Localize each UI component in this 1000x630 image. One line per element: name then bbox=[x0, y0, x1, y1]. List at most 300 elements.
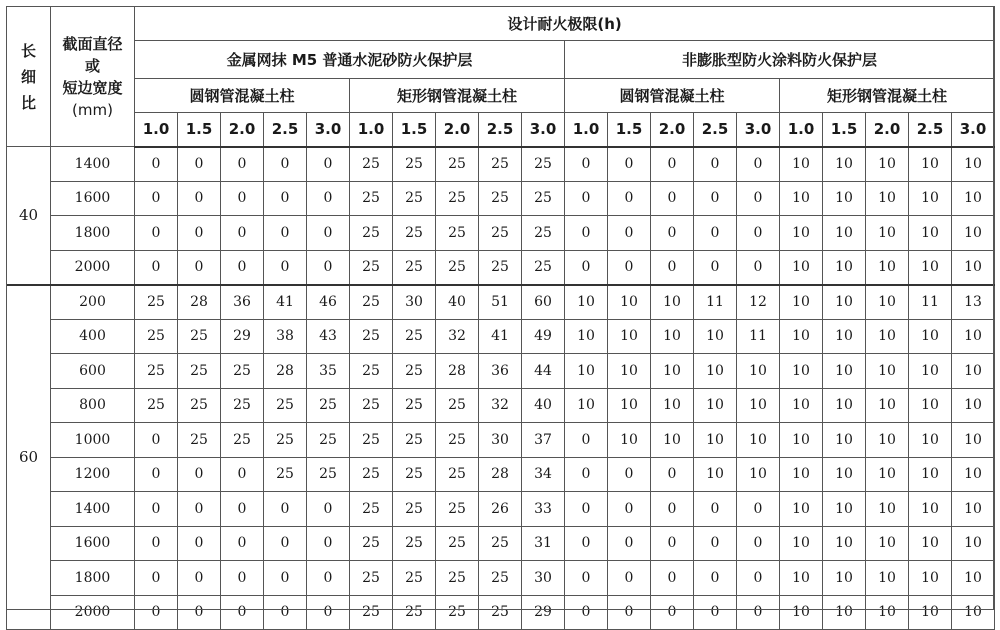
thickness-cell: 10 bbox=[823, 285, 866, 320]
thickness-cell: 0 bbox=[264, 181, 307, 216]
thickness-cell: 10 bbox=[780, 526, 823, 561]
thickness-cell: 0 bbox=[737, 250, 780, 285]
thickness-cell: 10 bbox=[694, 354, 737, 389]
thickness-cell: 0 bbox=[135, 147, 178, 182]
thickness-cell: 10 bbox=[780, 181, 823, 216]
thickness-cell: 0 bbox=[608, 250, 651, 285]
slenderness-header bbox=[7, 7, 51, 147]
size-header-line1: 截面直径 bbox=[62, 34, 123, 53]
thickness-cell: 0 bbox=[651, 147, 694, 182]
thickness-cell: 0 bbox=[221, 181, 264, 216]
thickness-cell: 10 bbox=[952, 354, 995, 389]
thickness-cell: 0 bbox=[651, 181, 694, 216]
thickness-cell: 25 bbox=[350, 423, 393, 458]
thickness-cell: 25 bbox=[393, 561, 436, 596]
thickness-cell: 10 bbox=[823, 423, 866, 458]
thickness-cell: 25 bbox=[393, 216, 436, 251]
thickness-cell: 0 bbox=[178, 181, 221, 216]
hour-header: 1.0 bbox=[135, 113, 178, 147]
thickness-cell: 0 bbox=[608, 526, 651, 561]
thickness-cell: 10 bbox=[909, 181, 952, 216]
thickness-cell: 0 bbox=[307, 250, 350, 285]
thickness-cell: 0 bbox=[694, 147, 737, 182]
thickness-cell: 0 bbox=[178, 250, 221, 285]
thickness-cell: 32 bbox=[479, 388, 522, 423]
thickness-cell: 0 bbox=[737, 147, 780, 182]
hour-header: 3.0 bbox=[737, 113, 780, 147]
thickness-cell: 33 bbox=[522, 492, 565, 527]
thickness-cell: 10 bbox=[737, 354, 780, 389]
thickness-cell: 25 bbox=[264, 457, 307, 492]
thickness-cell: 0 bbox=[221, 457, 264, 492]
thickness-cell: 10 bbox=[952, 216, 995, 251]
size-value: 2000 bbox=[51, 595, 135, 630]
thickness-cell: 25 bbox=[350, 457, 393, 492]
thickness-cell: 10 bbox=[780, 388, 823, 423]
thickness-cell: 11 bbox=[909, 285, 952, 320]
thickness-cell: 0 bbox=[565, 561, 608, 596]
thickness-cell: 25 bbox=[307, 388, 350, 423]
thickness-cell: 25 bbox=[393, 457, 436, 492]
size-value: 1600 bbox=[51, 181, 135, 216]
thickness-cell: 0 bbox=[737, 526, 780, 561]
thickness-cell: 0 bbox=[651, 250, 694, 285]
thickness-cell: 25 bbox=[436, 147, 479, 182]
table-row bbox=[7, 492, 995, 527]
size-value: 1000 bbox=[51, 423, 135, 458]
table-row bbox=[7, 354, 995, 389]
thickness-cell: 0 bbox=[694, 595, 737, 630]
thickness-cell: 0 bbox=[694, 250, 737, 285]
thickness-cell: 25 bbox=[178, 354, 221, 389]
fire-limit-header: 设计耐火极限(h) bbox=[135, 7, 995, 41]
thickness-cell: 0 bbox=[135, 492, 178, 527]
table-row bbox=[7, 423, 995, 458]
hour-header: 1.5 bbox=[178, 113, 221, 147]
thickness-cell: 0 bbox=[565, 216, 608, 251]
thickness-cell: 0 bbox=[221, 250, 264, 285]
thickness-cell: 10 bbox=[909, 354, 952, 389]
thickness-cell: 0 bbox=[651, 526, 694, 561]
thickness-cell: 0 bbox=[565, 250, 608, 285]
thickness-cell: 10 bbox=[780, 354, 823, 389]
thickness-cell: 25 bbox=[436, 526, 479, 561]
thickness-cell: 0 bbox=[264, 492, 307, 527]
thickness-cell: 10 bbox=[909, 457, 952, 492]
thickness-cell: 0 bbox=[264, 526, 307, 561]
thickness-cell: 10 bbox=[823, 457, 866, 492]
thickness-cell: 0 bbox=[264, 561, 307, 596]
thickness-cell: 10 bbox=[694, 388, 737, 423]
thickness-cell: 10 bbox=[694, 423, 737, 458]
thickness-cell: 10 bbox=[823, 561, 866, 596]
thickness-cell: 0 bbox=[178, 147, 221, 182]
thickness-cell: 44 bbox=[522, 354, 565, 389]
thickness-cell: 10 bbox=[823, 354, 866, 389]
thickness-cell: 38 bbox=[264, 319, 307, 354]
slenderness-header-text: 长细比 bbox=[21, 41, 37, 112]
thickness-cell: 0 bbox=[264, 595, 307, 630]
thickness-cell: 0 bbox=[221, 526, 264, 561]
thickness-cell: 37 bbox=[522, 423, 565, 458]
thickness-cell: 25 bbox=[350, 561, 393, 596]
thickness-cell: 35 bbox=[307, 354, 350, 389]
thickness-cell: 10 bbox=[909, 388, 952, 423]
hour-header: 2.5 bbox=[479, 113, 522, 147]
thickness-cell: 10 bbox=[823, 388, 866, 423]
thickness-cell: 25 bbox=[350, 216, 393, 251]
thickness-cell: 10 bbox=[866, 457, 909, 492]
thickness-cell: 30 bbox=[522, 561, 565, 596]
thickness-cell: 25 bbox=[307, 457, 350, 492]
thickness-cell: 49 bbox=[522, 319, 565, 354]
thickness-cell: 25 bbox=[479, 595, 522, 630]
table-row bbox=[7, 457, 995, 492]
thickness-cell: 10 bbox=[866, 388, 909, 423]
size-value: 1800 bbox=[51, 561, 135, 596]
thickness-cell: 10 bbox=[909, 423, 952, 458]
thickness-cell: 10 bbox=[780, 457, 823, 492]
thickness-cell: 0 bbox=[135, 250, 178, 285]
thickness-cell: 10 bbox=[780, 216, 823, 251]
thickness-cell: 31 bbox=[522, 526, 565, 561]
thickness-cell: 25 bbox=[522, 250, 565, 285]
thickness-cell: 10 bbox=[780, 250, 823, 285]
thickness-cell: 28 bbox=[479, 457, 522, 492]
thickness-cell: 36 bbox=[221, 285, 264, 320]
thickness-cell: 10 bbox=[608, 285, 651, 320]
thickness-cell: 10 bbox=[866, 250, 909, 285]
thickness-cell: 28 bbox=[264, 354, 307, 389]
size-value: 1600 bbox=[51, 526, 135, 561]
thickness-cell: 36 bbox=[479, 354, 522, 389]
thickness-cell: 0 bbox=[135, 526, 178, 561]
thickness-cell: 10 bbox=[608, 319, 651, 354]
thickness-cell: 10 bbox=[780, 561, 823, 596]
size-value: 1400 bbox=[51, 147, 135, 182]
thickness-cell: 10 bbox=[780, 423, 823, 458]
thickness-cell: 10 bbox=[780, 147, 823, 182]
thickness-cell: 25 bbox=[436, 388, 479, 423]
thickness-cell: 0 bbox=[135, 423, 178, 458]
thickness-cell: 26 bbox=[479, 492, 522, 527]
thickness-cell: 0 bbox=[135, 595, 178, 630]
table-row bbox=[7, 319, 995, 354]
thickness-cell: 10 bbox=[866, 526, 909, 561]
thickness-cell: 0 bbox=[221, 492, 264, 527]
thickness-cell: 25 bbox=[436, 492, 479, 527]
thickness-cell: 25 bbox=[178, 319, 221, 354]
thickness-cell: 0 bbox=[178, 457, 221, 492]
thickness-cell: 0 bbox=[608, 561, 651, 596]
thickness-cell: 0 bbox=[178, 526, 221, 561]
thickness-cell: 0 bbox=[694, 492, 737, 527]
thickness-cell: 0 bbox=[565, 147, 608, 182]
thickness-cell: 10 bbox=[651, 354, 694, 389]
thickness-cell: 0 bbox=[135, 457, 178, 492]
thickness-cell: 10 bbox=[780, 492, 823, 527]
thickness-cell: 10 bbox=[909, 492, 952, 527]
thickness-cell: 25 bbox=[436, 181, 479, 216]
thickness-cell: 0 bbox=[694, 181, 737, 216]
thickness-cell: 10 bbox=[866, 216, 909, 251]
thickness-cell: 34 bbox=[522, 457, 565, 492]
thickness-cell: 10 bbox=[866, 595, 909, 630]
protection-type-header: 金属网抹 M5 普通水泥砂防火保护层 bbox=[135, 41, 565, 79]
thickness-cell: 10 bbox=[694, 457, 737, 492]
thickness-cell: 0 bbox=[608, 595, 651, 630]
thickness-cell: 10 bbox=[866, 147, 909, 182]
thickness-cell: 10 bbox=[608, 354, 651, 389]
size-header-line3: 短边宽度 bbox=[62, 78, 123, 97]
thickness-cell: 25 bbox=[393, 595, 436, 630]
thickness-cell: 0 bbox=[608, 147, 651, 182]
thickness-cell: 25 bbox=[135, 319, 178, 354]
thickness-cell: 0 bbox=[307, 526, 350, 561]
thickness-cell: 10 bbox=[608, 423, 651, 458]
table-row bbox=[7, 388, 995, 423]
thickness-cell: 10 bbox=[737, 457, 780, 492]
thickness-cell: 25 bbox=[350, 388, 393, 423]
thickness-cell: 0 bbox=[565, 595, 608, 630]
thickness-cell: 10 bbox=[823, 319, 866, 354]
thickness-cell: 30 bbox=[393, 285, 436, 320]
thickness-cell: 10 bbox=[952, 457, 995, 492]
thickness-cell: 10 bbox=[909, 250, 952, 285]
thickness-cell: 10 bbox=[823, 595, 866, 630]
thickness-cell: 10 bbox=[952, 250, 995, 285]
thickness-cell: 0 bbox=[221, 561, 264, 596]
thickness-cell: 43 bbox=[307, 319, 350, 354]
thickness-cell: 0 bbox=[178, 561, 221, 596]
hour-header: 2.0 bbox=[221, 113, 264, 147]
thickness-cell: 0 bbox=[651, 561, 694, 596]
size-value: 1400 bbox=[51, 492, 135, 527]
thickness-cell: 25 bbox=[178, 388, 221, 423]
hour-header: 2.0 bbox=[436, 113, 479, 147]
thickness-cell: 25 bbox=[436, 250, 479, 285]
thickness-cell: 29 bbox=[522, 595, 565, 630]
thickness-cell: 25 bbox=[350, 354, 393, 389]
thickness-cell: 25 bbox=[479, 561, 522, 596]
thickness-cell: 0 bbox=[737, 561, 780, 596]
hour-header: 1.0 bbox=[565, 113, 608, 147]
thickness-cell: 10 bbox=[780, 319, 823, 354]
thickness-cell: 51 bbox=[479, 285, 522, 320]
thickness-cell: 60 bbox=[522, 285, 565, 320]
thickness-cell: 25 bbox=[221, 354, 264, 389]
hour-header: 3.0 bbox=[307, 113, 350, 147]
thickness-cell: 25 bbox=[393, 319, 436, 354]
thickness-cell: 0 bbox=[565, 526, 608, 561]
thickness-cell: 10 bbox=[823, 250, 866, 285]
thickness-cell: 0 bbox=[221, 216, 264, 251]
thickness-cell: 0 bbox=[264, 147, 307, 182]
thickness-cell: 10 bbox=[952, 147, 995, 182]
thickness-cell: 25 bbox=[135, 388, 178, 423]
thickness-cell: 10 bbox=[823, 181, 866, 216]
thickness-cell: 10 bbox=[651, 319, 694, 354]
thickness-cell: 41 bbox=[264, 285, 307, 320]
hour-header: 2.5 bbox=[264, 113, 307, 147]
thickness-cell: 0 bbox=[694, 216, 737, 251]
thickness-cell: 0 bbox=[737, 595, 780, 630]
thickness-cell: 25 bbox=[350, 181, 393, 216]
thickness-cell: 10 bbox=[780, 595, 823, 630]
thickness-cell: 0 bbox=[608, 216, 651, 251]
hour-header: 1.5 bbox=[393, 113, 436, 147]
size-value: 600 bbox=[51, 354, 135, 389]
thickness-cell: 0 bbox=[307, 561, 350, 596]
thickness-cell: 30 bbox=[479, 423, 522, 458]
thickness-cell: 10 bbox=[565, 319, 608, 354]
thickness-cell: 10 bbox=[866, 181, 909, 216]
thickness-cell: 10 bbox=[651, 423, 694, 458]
thickness-cell: 25 bbox=[522, 181, 565, 216]
thickness-cell: 25 bbox=[307, 423, 350, 458]
thickness-cell: 0 bbox=[135, 216, 178, 251]
slenderness-value: 60 bbox=[7, 285, 51, 630]
thickness-cell: 10 bbox=[565, 285, 608, 320]
protection-type-header: 非膨胀型防火涂料防火保护层 bbox=[565, 41, 995, 79]
thickness-cell: 10 bbox=[866, 561, 909, 596]
table-row bbox=[7, 216, 995, 251]
thickness-cell: 10 bbox=[823, 216, 866, 251]
table-row bbox=[7, 285, 995, 320]
thickness-cell: 25 bbox=[393, 250, 436, 285]
thickness-cell: 0 bbox=[651, 492, 694, 527]
thickness-cell: 0 bbox=[221, 595, 264, 630]
thickness-cell: 41 bbox=[479, 319, 522, 354]
thickness-cell: 0 bbox=[135, 561, 178, 596]
thickness-cell: 10 bbox=[952, 319, 995, 354]
thickness-cell: 25 bbox=[436, 216, 479, 251]
thickness-cell: 29 bbox=[221, 319, 264, 354]
thickness-cell: 10 bbox=[780, 285, 823, 320]
thickness-cell: 25 bbox=[436, 561, 479, 596]
thickness-cell: 25 bbox=[479, 216, 522, 251]
thickness-cell: 10 bbox=[823, 147, 866, 182]
thickness-cell: 10 bbox=[952, 423, 995, 458]
thickness-cell: 25 bbox=[393, 388, 436, 423]
thickness-cell: 10 bbox=[651, 285, 694, 320]
size-header-unit: (mm) bbox=[72, 100, 113, 119]
thickness-cell: 10 bbox=[909, 319, 952, 354]
table-row bbox=[7, 250, 995, 285]
thickness-cell: 25 bbox=[350, 285, 393, 320]
thickness-cell: 25 bbox=[479, 526, 522, 561]
thickness-cell: 10 bbox=[909, 216, 952, 251]
column-type-header: 圆钢管混凝土柱 bbox=[135, 79, 350, 113]
thickness-cell: 10 bbox=[737, 423, 780, 458]
size-value: 800 bbox=[51, 388, 135, 423]
thickness-cell: 0 bbox=[307, 595, 350, 630]
thickness-cell: 0 bbox=[565, 457, 608, 492]
thickness-cell: 0 bbox=[307, 492, 350, 527]
thickness-cell: 25 bbox=[135, 354, 178, 389]
thickness-cell: 10 bbox=[565, 388, 608, 423]
thickness-cell: 10 bbox=[651, 388, 694, 423]
thickness-cell: 10 bbox=[866, 319, 909, 354]
thickness-cell: 25 bbox=[350, 526, 393, 561]
thickness-cell: 25 bbox=[393, 181, 436, 216]
thickness-cell: 0 bbox=[135, 181, 178, 216]
table-row bbox=[7, 147, 995, 182]
table-row bbox=[7, 526, 995, 561]
thickness-cell: 0 bbox=[608, 181, 651, 216]
size-value: 1200 bbox=[51, 457, 135, 492]
thickness-cell: 25 bbox=[393, 492, 436, 527]
thickness-cell: 25 bbox=[393, 354, 436, 389]
thickness-cell: 12 bbox=[737, 285, 780, 320]
thickness-cell: 25 bbox=[479, 250, 522, 285]
thickness-cell: 25 bbox=[436, 423, 479, 458]
thickness-cell: 25 bbox=[264, 388, 307, 423]
thickness-cell: 0 bbox=[264, 216, 307, 251]
thickness-cell: 11 bbox=[694, 285, 737, 320]
thickness-cell: 0 bbox=[694, 526, 737, 561]
hour-header: 2.0 bbox=[651, 113, 694, 147]
hour-header: 2.0 bbox=[866, 113, 909, 147]
size-value: 400 bbox=[51, 319, 135, 354]
thickness-cell: 0 bbox=[565, 492, 608, 527]
thickness-cell: 25 bbox=[436, 595, 479, 630]
thickness-cell: 25 bbox=[135, 285, 178, 320]
thickness-cell: 25 bbox=[393, 423, 436, 458]
thickness-cell: 0 bbox=[221, 147, 264, 182]
table-row bbox=[7, 595, 995, 630]
size-value: 2000 bbox=[51, 250, 135, 285]
thickness-cell: 0 bbox=[178, 216, 221, 251]
thickness-cell: 25 bbox=[350, 319, 393, 354]
thickness-cell: 0 bbox=[565, 423, 608, 458]
thickness-cell: 25 bbox=[479, 147, 522, 182]
thickness-cell: 0 bbox=[608, 457, 651, 492]
thickness-cell: 10 bbox=[866, 492, 909, 527]
hour-header: 3.0 bbox=[952, 113, 995, 147]
thickness-cell: 10 bbox=[694, 319, 737, 354]
hour-header: 1.0 bbox=[780, 113, 823, 147]
slenderness-value: 40 bbox=[7, 147, 51, 285]
hour-header: 1.0 bbox=[350, 113, 393, 147]
thickness-cell: 0 bbox=[264, 250, 307, 285]
thickness-cell: 0 bbox=[651, 216, 694, 251]
table-row bbox=[7, 561, 995, 596]
thickness-cell: 10 bbox=[866, 285, 909, 320]
hour-header: 1.5 bbox=[608, 113, 651, 147]
thickness-cell: 10 bbox=[909, 147, 952, 182]
hour-header: 2.5 bbox=[909, 113, 952, 147]
thickness-cell: 25 bbox=[436, 457, 479, 492]
thickness-cell: 25 bbox=[264, 423, 307, 458]
hour-header: 1.5 bbox=[823, 113, 866, 147]
thickness-cell: 0 bbox=[307, 147, 350, 182]
thickness-cell: 10 bbox=[866, 354, 909, 389]
thickness-cell: 25 bbox=[221, 388, 264, 423]
column-type-header: 矩形钢管混凝土柱 bbox=[780, 79, 995, 113]
thickness-cell: 0 bbox=[737, 181, 780, 216]
hour-header: 3.0 bbox=[522, 113, 565, 147]
thickness-cell: 25 bbox=[479, 181, 522, 216]
thickness-cell: 25 bbox=[350, 147, 393, 182]
thickness-cell: 25 bbox=[522, 147, 565, 182]
size-value: 200 bbox=[51, 285, 135, 320]
thickness-cell: 25 bbox=[178, 423, 221, 458]
size-value: 1800 bbox=[51, 216, 135, 251]
thickness-cell: 10 bbox=[909, 595, 952, 630]
thickness-cell: 25 bbox=[393, 147, 436, 182]
thickness-cell: 25 bbox=[522, 216, 565, 251]
